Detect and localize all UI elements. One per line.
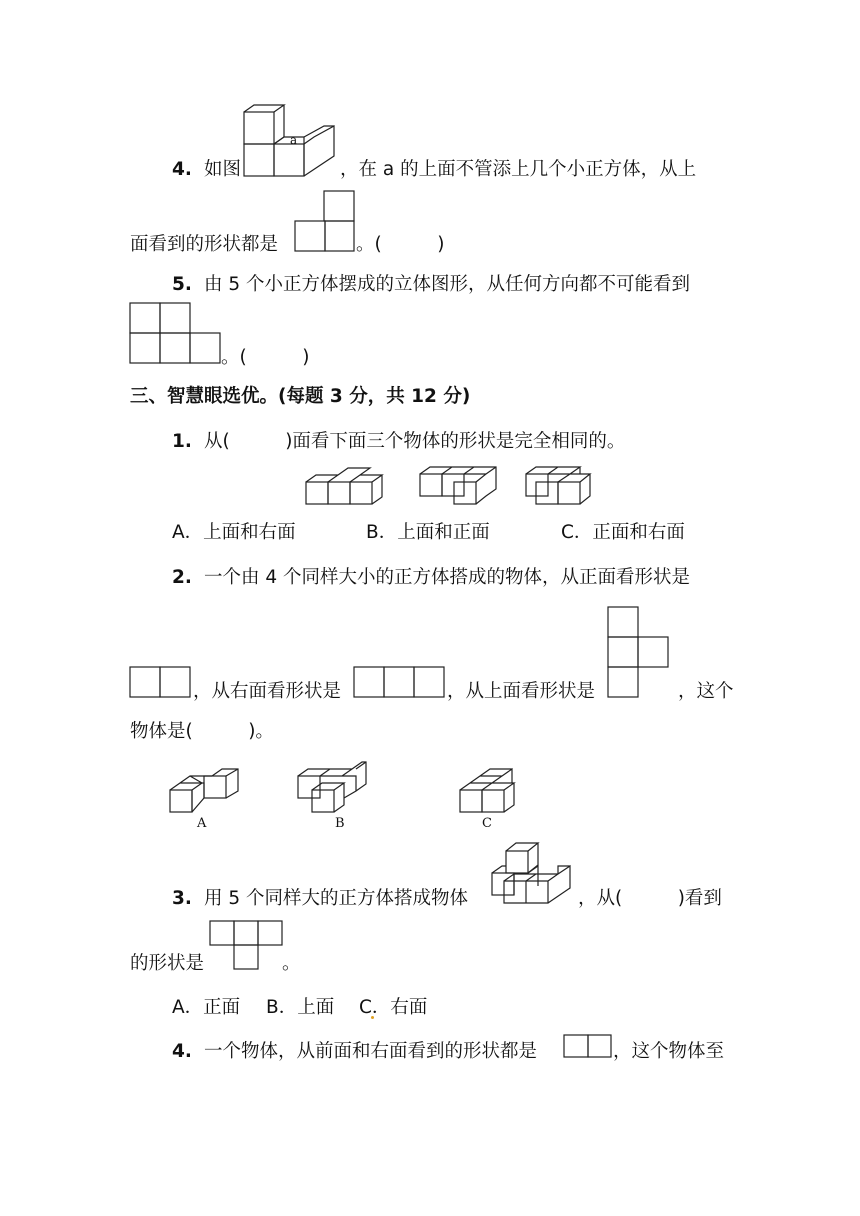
judge-q4-text-3: 面看到的形状都是 bbox=[130, 234, 279, 255]
choice-q2-text-2: ，从右面看形状是 bbox=[193, 681, 342, 702]
choice-q2-option-solids bbox=[166, 762, 536, 816]
choice-q1-option-c: C．正面和右面 bbox=[561, 522, 685, 543]
choice-q2-top-view bbox=[607, 606, 671, 700]
choice-q3-option-a: A．正面 bbox=[172, 997, 241, 1018]
judge-q5-text-2: 。( ) bbox=[221, 347, 310, 368]
choice-q2-text-4: ，这个 bbox=[678, 681, 734, 702]
choice-q1-solids bbox=[300, 462, 600, 510]
choice-q2-label-b: B bbox=[335, 816, 345, 831]
judge-q4-text-4: 。( ) bbox=[356, 234, 445, 255]
choice-q3-solid-figure bbox=[490, 840, 580, 908]
choice-q1-option-a: A．上面和右面 bbox=[172, 522, 296, 543]
judge-q4-label-a: a bbox=[290, 133, 298, 147]
judge-q4-solid-figure bbox=[242, 104, 342, 184]
choice-q3-text-3: 的形状是 bbox=[130, 953, 205, 974]
judge-q4-number: 4. bbox=[172, 159, 192, 180]
judge-q5-view-shape bbox=[129, 302, 223, 366]
choice-q2-number: 2. bbox=[172, 567, 192, 588]
judge-q4-top-view bbox=[294, 190, 358, 254]
choice-q2-label-c: C bbox=[482, 816, 492, 831]
judge-q4-text-2: ，在 a 的上面不管添上几个小正方体，从上 bbox=[340, 159, 697, 180]
choice-q4-view-shape bbox=[563, 1034, 613, 1060]
choice-q3-text-1: 用 5 个同样大的正方体搭成物体 bbox=[204, 888, 469, 909]
choice-q1-option-b: B．上面和正面 bbox=[366, 522, 490, 543]
choice-q1-text: 从( )面看下面三个物体的形状是完全相同的。 bbox=[204, 431, 626, 452]
choice-q3-text-2: ，从( )看到 bbox=[578, 888, 722, 909]
choice-q4-text-1: 一个物体，从前面和右面看到的形状都是 bbox=[204, 1041, 538, 1062]
choice-q3-option-c: C．右面 bbox=[359, 997, 428, 1018]
choice-q3-text-4: 。 bbox=[282, 953, 301, 974]
judge-q5-number: 5. bbox=[172, 274, 192, 295]
choice-q3-option-b: B．上面 bbox=[266, 997, 335, 1018]
choice-q2-right-view bbox=[353, 666, 447, 700]
choice-q4-text-2: ，这个物体至 bbox=[613, 1041, 725, 1062]
choice-q2-text-3: ，从上面看形状是 bbox=[447, 681, 596, 702]
choice-q2-text-5: 物体是( )。 bbox=[130, 721, 274, 742]
choice-q2-text-1: 一个由 4 个同样大小的正方体搭成的物体，从正面看形状是 bbox=[204, 567, 691, 588]
choice-q4-number: 4. bbox=[172, 1041, 192, 1062]
choice-q3-number: 3. bbox=[172, 888, 192, 909]
choice-q1-number: 1. bbox=[172, 431, 192, 452]
section-3-heading: 三、智慧眼选优。(每题 3 分，共 12 分) bbox=[130, 386, 471, 407]
judge-q4-text-1: 如图 bbox=[204, 159, 242, 180]
choice-q3-view-shape bbox=[209, 920, 287, 972]
choice-q2-label-a: A bbox=[197, 816, 207, 831]
choice-q2-front-view bbox=[129, 666, 193, 700]
judge-q5-text-1: 由 5 个小正方体摆成的立体图形，从任何方向都不可能看到 bbox=[204, 274, 691, 295]
